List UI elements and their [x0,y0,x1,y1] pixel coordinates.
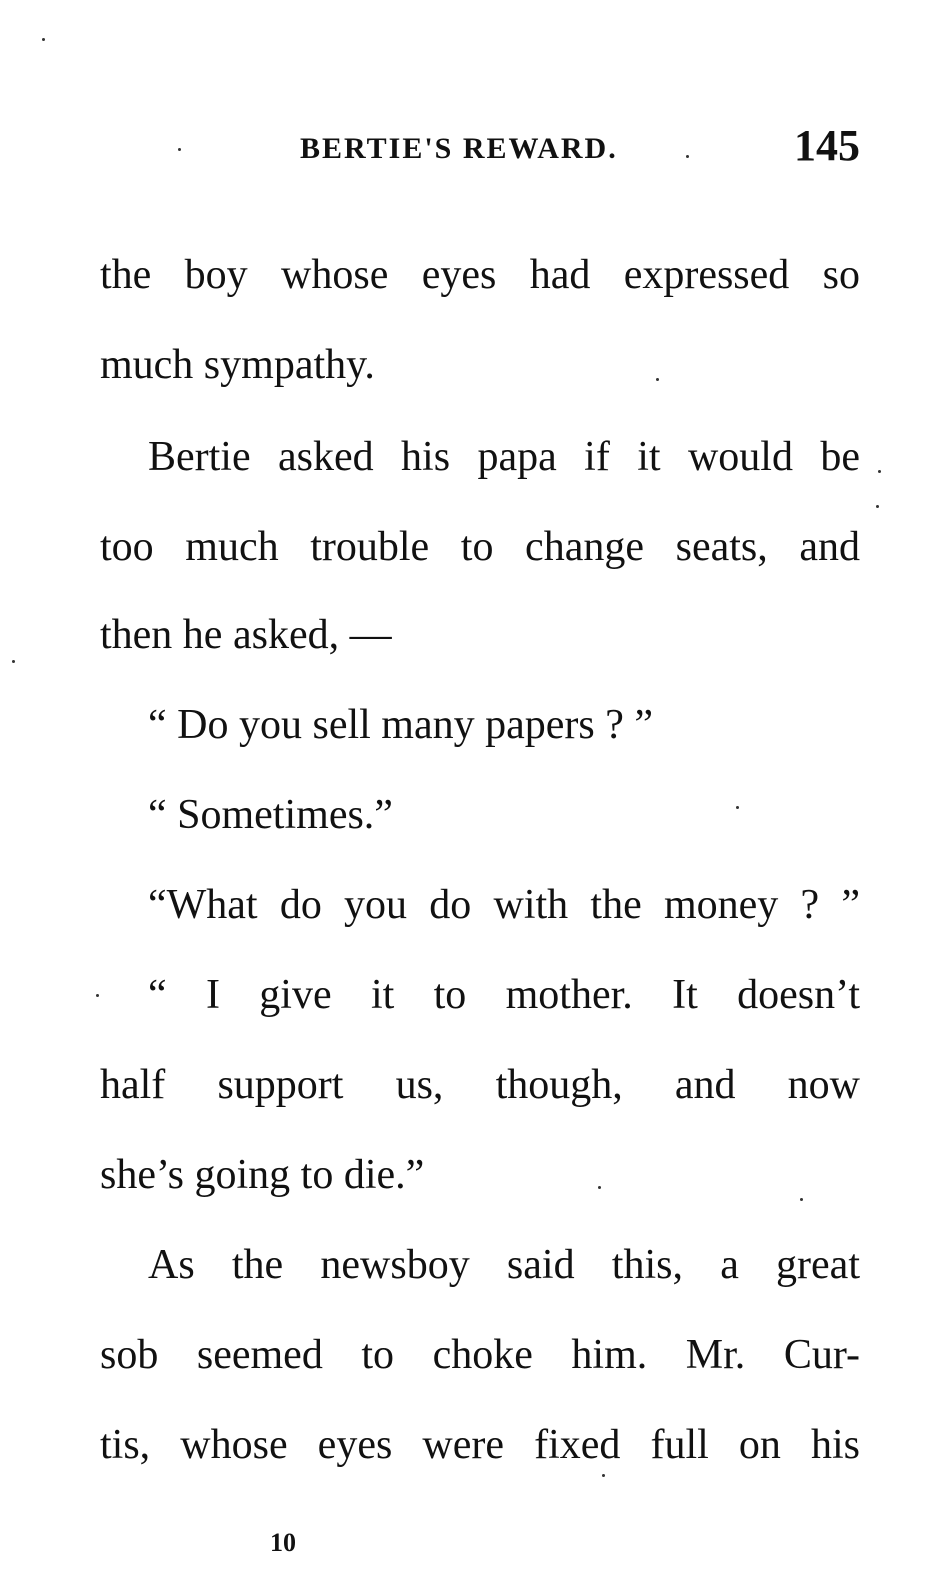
signature-mark: 10 [270,1528,296,1557]
page-number: 145 [794,121,860,170]
text-line: too much trouble to change seats, and [100,524,860,570]
text-line: “What do you do with the money ? ” [148,882,860,928]
print-speck [800,1198,803,1201]
print-speck [96,994,99,997]
print-speck [12,660,15,663]
print-speck [878,470,881,473]
print-speck [178,148,181,151]
text-line: the boy whose eyes had expressed so [100,252,860,298]
print-speck [686,155,689,158]
print-speck [876,505,879,508]
text-line: tis, whose eyes were fixed full on his [100,1422,860,1468]
text-line: “ Sometimes.” [148,792,393,838]
print-speck [42,38,45,41]
print-speck [598,1186,601,1189]
running-head [100,120,860,170]
text-line: much sympathy. [100,342,375,388]
text-line: she’s going to die.” [100,1152,425,1198]
text-line: As the newsboy said this, a great [148,1242,860,1288]
print-speck [602,1474,605,1477]
text-line: Bertie asked his papa if it would be [148,434,860,480]
text-line: sob seemed to choke him. Mr. Cur- [100,1332,860,1378]
print-speck [736,806,739,809]
text-line: then he asked, — [100,612,392,658]
text-line: half support us, though, and now [100,1062,860,1108]
text-line: “ Do you sell many papers ? ” [148,702,654,748]
print-speck [656,378,659,381]
running-title: BERTIE'S REWARD. [300,132,618,165]
text-line: “ I give it to mother. It doesn’t [148,972,860,1018]
